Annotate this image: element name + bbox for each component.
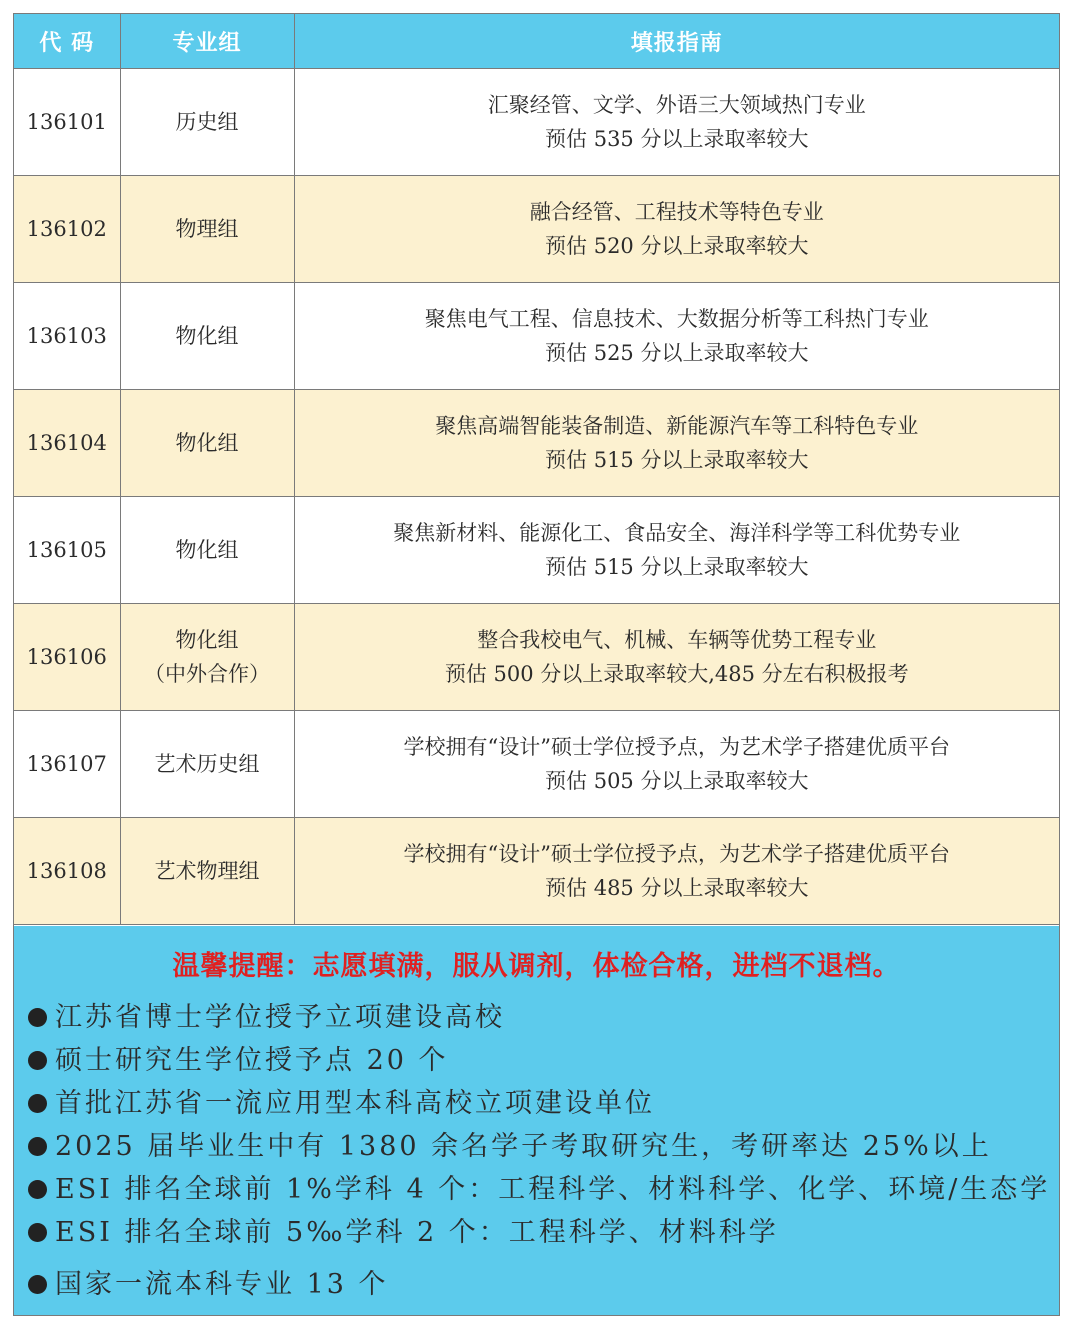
group-note: （中外合作） — [144, 662, 270, 686]
guide-line-1: 聚焦高端智能装备制造、新能源汽车等工科特色专业 — [435, 414, 919, 438]
row-group — [120, 283, 294, 390]
list-item — [28, 1263, 1050, 1306]
guide-line-1: 学校拥有“设计”硕士学位授予点，为艺术学子搭建优质平台 — [403, 735, 950, 759]
header-code: 代 码 — [14, 14, 120, 69]
row-group — [120, 711, 294, 818]
table-row — [14, 604, 1059, 711]
row-code: 136104 — [14, 390, 120, 497]
row-guide — [294, 497, 1059, 604]
reminder-text: 温馨提醒：志愿填满，服从调剂，体检合格，进档不退档。 — [172, 951, 901, 982]
bullet-dot-icon — [28, 1223, 47, 1242]
guide-line-1: 学校拥有“设计”硕士学位授予点，为艺术学子搭建优质平台 — [403, 842, 950, 866]
row-group — [120, 390, 294, 497]
major-group-table — [14, 14, 1059, 925]
row-guide — [294, 818, 1059, 925]
bullet-dot-icon — [28, 1094, 47, 1113]
highlight-text: 首批江苏省一流应用型本科高校立项建设单位 — [55, 1088, 655, 1119]
table-row — [14, 711, 1059, 818]
guide-line-1: 聚焦电气工程、信息技术、大数据分析等工科热门专业 — [424, 307, 929, 331]
highlights-panel — [14, 926, 1059, 1315]
list-item — [28, 1125, 1050, 1168]
guide-line-2: 预估 515 分以上录取率较大 — [545, 448, 809, 472]
highlight-text: ESI 排名全球前 1%学科 4 个：工程科学、材料科学、化学、环境/生态学 — [55, 1174, 1051, 1205]
row-guide — [294, 390, 1059, 497]
highlight-text: 硕士研究生学位授予点 20 个 — [55, 1045, 449, 1076]
group-name: 物化组 — [175, 538, 239, 562]
table-row — [14, 69, 1059, 176]
guide-line-2: 预估 525 分以上录取率较大 — [545, 341, 809, 365]
row-code: 136106 — [14, 604, 120, 711]
row-guide — [294, 69, 1059, 176]
row-guide — [294, 604, 1059, 711]
guide-line-1: 整合我校电气、机械、车辆等优势工程专业 — [477, 628, 877, 652]
guide-line-1: 聚焦新材料、能源化工、食品安全、海洋科学等工科优势专业 — [393, 521, 961, 545]
row-group — [120, 69, 294, 176]
list-item — [28, 996, 1050, 1039]
guide-line-2: 预估 505 分以上录取率较大 — [545, 769, 809, 793]
bullet-dot-icon — [28, 1051, 47, 1070]
row-group — [120, 604, 294, 711]
group-name: 物化组 — [175, 324, 239, 348]
highlight-text: ESI 排名全球前 5‰学科 2 个：工程科学、材料科学 — [55, 1217, 779, 1248]
list-item — [28, 1082, 1050, 1125]
highlight-text: 2025 届毕业生中有 1380 余名学子考取研究生，考研率达 25%以上 — [55, 1131, 992, 1162]
bullet-dot-icon — [28, 1137, 47, 1156]
table-row — [14, 390, 1059, 497]
highlight-text: 国家一流本科专业 13 个 — [55, 1269, 389, 1300]
row-code: 136108 — [14, 818, 120, 925]
group-name: 物理组 — [175, 217, 239, 241]
guide-line-2: 预估 485 分以上录取率较大 — [545, 876, 809, 900]
row-guide — [294, 283, 1059, 390]
row-group — [120, 176, 294, 283]
bullet-dot-icon — [28, 1275, 47, 1294]
row-code: 136103 — [14, 283, 120, 390]
table-row — [14, 283, 1059, 390]
list-item — [28, 1168, 1050, 1211]
guide-line-1: 汇聚经管、文学、外语三大领域热门专业 — [487, 93, 866, 117]
group-name: 历史组 — [175, 110, 239, 134]
header-group: 专业组 — [120, 14, 294, 69]
header-guide: 填报指南 — [294, 14, 1059, 69]
guide-line-2: 预估 500 分以上录取率较大,485 分左右积极报考 — [444, 662, 909, 686]
table-row — [14, 818, 1059, 925]
table-header-row — [14, 14, 1059, 69]
group-name: 艺术物理组 — [154, 859, 260, 883]
highlights-list — [28, 996, 1050, 1306]
row-group — [120, 818, 294, 925]
bullet-dot-icon — [28, 1008, 47, 1027]
group-name: 艺术历史组 — [154, 752, 260, 776]
group-name: 物化组 — [175, 431, 239, 455]
row-group — [120, 497, 294, 604]
guide-line-1: 融合经管、工程技术等特色专业 — [529, 200, 824, 224]
row-code: 136105 — [14, 497, 120, 604]
list-item — [28, 1211, 1050, 1254]
group-name: 物化组 — [175, 628, 239, 652]
list-item — [28, 1039, 1050, 1082]
row-code: 136107 — [14, 711, 120, 818]
guide-line-2: 预估 520 分以上录取率较大 — [545, 234, 809, 258]
row-code: 136102 — [14, 176, 120, 283]
row-guide — [294, 711, 1059, 818]
admission-guide-card — [13, 13, 1060, 1316]
bullet-dot-icon — [28, 1180, 47, 1199]
highlight-text: 江苏省博士学位授予立项建设高校 — [55, 1002, 505, 1033]
row-guide — [294, 176, 1059, 283]
table-row — [14, 497, 1059, 604]
guide-line-2: 预估 515 分以上录取率较大 — [545, 555, 809, 579]
row-code: 136101 — [14, 69, 120, 176]
guide-line-2: 预估 535 分以上录取率较大 — [545, 127, 809, 151]
table-row — [14, 176, 1059, 283]
